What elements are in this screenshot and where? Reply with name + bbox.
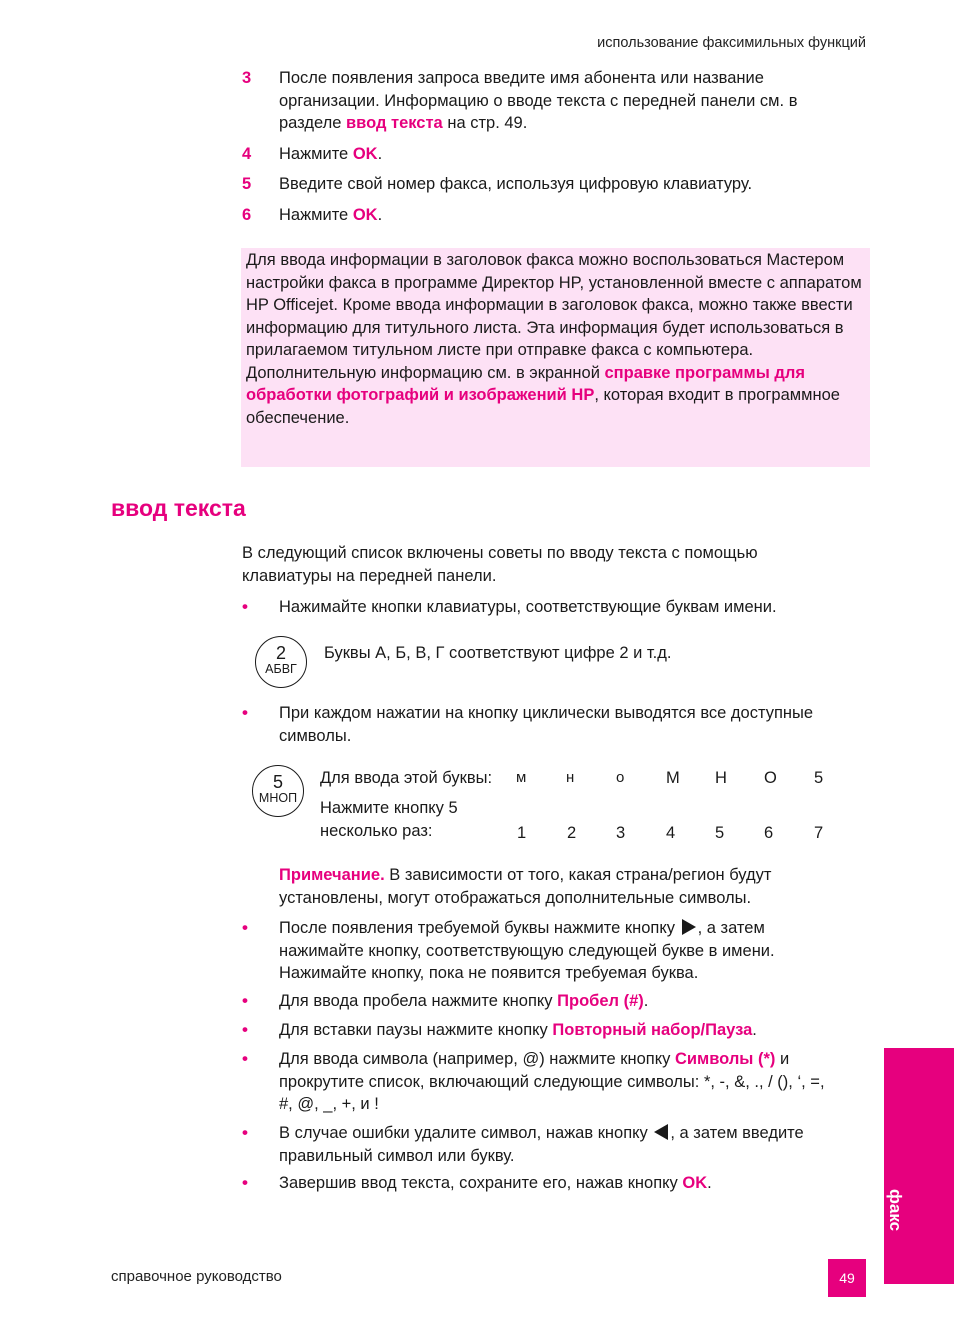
key-5-icon: 5 МНОП [252,765,304,817]
bullet-marker: • [242,1020,248,1039]
letter-cell: О [764,769,777,787]
bullet-marker: • [242,703,248,722]
letter-cell: о [616,769,625,786]
bullet-marker: • [242,991,248,1010]
step-4 [242,143,842,166]
press-count-cell: 6 [764,824,774,842]
note-label: Примечание. [279,866,385,884]
bullet-marker: • [242,1173,248,1192]
bullet-marker: • [242,1123,248,1142]
bullet-item: • При каждом нажатии на кнопку циклически выводятся все доступные символы. [242,702,842,747]
space-key-label: Пробел (#) [557,992,644,1010]
step-text: После появления запроса введите имя абонента или название организации. Информацию о вводе текста с передней панели см. в разделе ввод текста на стр. 49. [279,69,798,132]
press-count-cell: 1 [517,824,527,842]
arrow-left-icon [654,1124,668,1140]
key-5-row2-label: несколько раз: [320,822,433,840]
step-number: 4 [242,144,252,163]
press-count-cell: 3 [616,824,626,842]
step-text: Введите свой номер факса, используя цифровую клавиатуру. [279,175,753,193]
bullet-item: • Завершив ввод текста, сохраните его, нажав кнопку OK. [242,1172,842,1195]
page-number: 49 [828,1259,866,1297]
chapter-tab[interactable] [884,1048,954,1284]
bullet-marker: • [242,1049,248,1068]
step-number: 5 [242,175,252,193]
tip-box [241,248,870,467]
running-header: использование факсимильных функций [597,35,866,51]
bullet-item: • Для ввода пробела нажмите кнопку Пробел (#). [242,990,842,1013]
letter-cell: 5 [814,769,824,787]
key-5-row1-label: Для ввода этой буквы: [320,769,493,787]
ok-label: OK [682,1174,708,1192]
redial-pause-key-label: Повторный набор/Пауза [552,1021,753,1039]
tip-paragraph: Для ввода информации в заголовок факса можно воспользоваться Мастером настройки факса в программе Директор HP, установленной вместе с аппаратом HP Officejet. Кроме ввода информации в заголовок факса, можно также ввести информацию для титульного листа. Эта информация будет использоваться в прилагаемом титульном листе при отправке факса с компьютера. [246,251,862,359]
step-number: 6 [242,205,252,224]
tip-paragraph: Дополнительную информацию см. в экранной справке программы для обработки фотографий и изображений HP, которая входит в программное обеспечение. [246,363,840,427]
press-count-cell: 2 [567,824,577,842]
step-5 [242,173,842,196]
note: Примечание. В зависимости от того, какая страна/регион будут установлены, могут отображаться дополнительные символы. [279,866,772,907]
section-intro: В следующий список включены советы по вводу текста с помощью клавиатуры на передней панели. [242,544,758,585]
footer-title: справочное руководство [111,1268,282,1285]
ok-label: OK [352,205,378,224]
bullet-item: • Для вставки паузы нажмите кнопку Повторный набор/Пауза. [242,1019,842,1042]
key-5-row2-label: Нажмите кнопку 5 [320,799,458,817]
bullet-marker: • [242,918,248,937]
ok-label: OK [352,144,378,163]
step-text: Нажмите OK. [279,144,383,163]
key-2-caption: Буквы А, Б, В, Г соответствуют цифре 2 и т.д. [324,644,672,662]
bullet-item: • Для ввода символа (например, @) нажмите кнопку Символы (*) и прокрутите список, включающий следующие символы: *, -, &, ., / (), ‘, =, #, @, _, +, и ! [242,1048,842,1116]
letter-cell: М [666,769,680,787]
press-count-cell: 7 [814,824,824,842]
letter-cell: Н [715,769,727,787]
chapter-tab-label: факс [886,1189,905,1232]
bullet-item: • В случае ошибки удалите символ, нажав кнопку , а затем введите правильный символ или букву. [242,1122,842,1167]
section-title: ввод текста [111,495,246,521]
press-count-cell: 4 [666,824,676,842]
link-help-photo-software[interactable]: справке программы для обработки фотографий и изображений HP [246,363,805,404]
bullet-marker: • [242,597,248,616]
step-text: Нажмите OK. [279,205,383,224]
step-6 [242,204,842,227]
link-vvod-teksta[interactable]: ввод текста [346,114,443,132]
key-2-icon: 2 АБВГ [255,636,307,688]
step-3 [242,67,842,135]
letter-cell: м [516,769,527,786]
step-number: 3 [242,69,252,87]
arrow-right-icon [682,919,696,935]
symbols-key-label: Символы (*) [674,1050,776,1068]
steps-list [242,67,842,234]
letter-cell: н [566,769,575,786]
bullet-item: • Нажимайте кнопки клавиатуры, соответствующие буквам имени. [242,596,842,619]
bullet-item: • После появления требуемой буквы нажмите кнопку , а затем нажимайте кнопку, соответствующую следующей букве в имени. Нажимайте кнопку, пока не появится требуемая буква. [242,917,842,985]
press-count-cell: 5 [715,824,725,842]
